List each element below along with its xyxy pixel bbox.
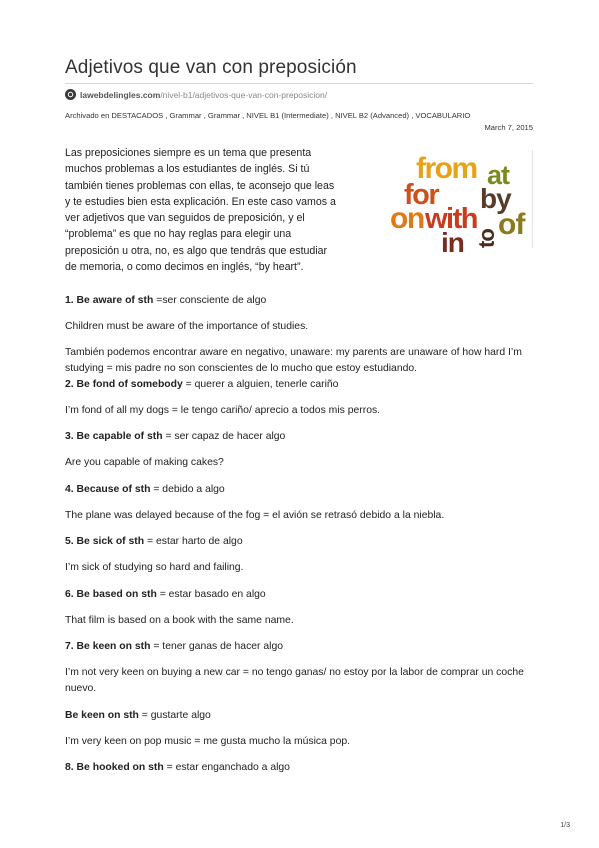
archived-categories: Archivado en DESTACADOS , Grammar , Grammar , NIVEL B1 (Intermediate) , NIVEL B2 (Advanced) , VOCABULARIO	[65, 111, 471, 120]
entry-example: I’m not very keen on buying a new car = no tengo ganas/ no estoy por la labor de comprar un coche nuevo.	[65, 667, 524, 694]
entry-term: 4. Because of sth	[65, 484, 151, 495]
word-of: of	[498, 208, 525, 241]
intro-line: de memoria, o como decimos en inglés, “by heart”.	[65, 261, 304, 274]
publish-date: March 7, 2015	[484, 123, 533, 132]
url-path[interactable]: /nivel-b1/adjetivos-que-van-con-preposicion/	[160, 89, 328, 100]
intro-paragraph	[65, 145, 365, 275]
word-from: from	[416, 152, 477, 185]
entry-translation: = estar harto de algo	[144, 536, 243, 547]
intro-line: también tienes problemas con ellas, te aconsejo que leas	[65, 179, 335, 192]
entry-heading	[65, 708, 540, 724]
intro-line: y te estudies bien esta explicación. En este caso vamos a	[65, 195, 336, 208]
entry-example: Are you capable of making cakes?	[65, 457, 224, 468]
word-in: in	[441, 227, 464, 255]
entry-term: 7. Be keen on sth	[65, 641, 151, 652]
site-favicon-icon	[65, 89, 76, 100]
entry-example: The plane was delayed because of the fog = el avión se retrasó debido a la niebla.	[65, 510, 445, 521]
entry-translation: = querer a alguien, tenerle cariño	[182, 379, 339, 390]
entry-translation: = estar basado en algo	[156, 589, 266, 600]
word-on: on	[390, 202, 424, 235]
page-number: 1/3	[560, 822, 570, 829]
entry-term: 1. Be aware of sth	[65, 295, 154, 306]
entry-heading	[65, 587, 540, 603]
entry-heading	[65, 534, 540, 550]
entry-heading	[65, 639, 540, 655]
entry-example: También podemos encontrar aware en negativo, unaware: my parents are unaware of how hard I’m studying = mis padre no son conscientes de lo mucho que estoy estudiando.	[65, 347, 522, 374]
site-domain[interactable]: lawebdelingles.com	[80, 89, 161, 100]
intro-line: preposición u otra, no, es algo que tendrás que estudiar	[65, 244, 328, 257]
entry-translation: = estar enganchado a algo	[163, 762, 290, 773]
intro-line: Las preposiciones siempre es un tema que presenta	[65, 147, 312, 159]
entry-translation: = debido a algo	[150, 484, 225, 495]
entry-example: I’m sick of studying so hard and failing.	[65, 562, 244, 573]
entry-term: 8. Be hooked on sth	[65, 762, 164, 773]
entry-example: Children must be aware of the importance of studies.	[65, 321, 309, 332]
entry-heading	[65, 429, 540, 445]
word-with: with	[425, 203, 477, 235]
entry-heading	[65, 760, 540, 776]
word-at: at	[487, 160, 510, 190]
entry-example: I’m fond of all my dogs = le tengo cariño/ aprecio a todos mis perros.	[65, 405, 381, 416]
entry-term: Be keen on sth	[65, 710, 139, 721]
intro-line: muchos problemas a los estudiantes de inglés. Si tú	[65, 163, 310, 176]
entry-heading	[65, 482, 540, 498]
preposition-word-cloud-image	[388, 150, 538, 255]
entry-translation: =ser consciente de algo	[153, 295, 267, 306]
entry-term: 2. Be fond of somebody	[65, 379, 183, 390]
entry-heading	[65, 377, 540, 393]
title-divider	[65, 83, 533, 84]
entry-translation: = tener ganas de hacer algo	[150, 641, 284, 652]
entry-example: That film is based on a book with the same name.	[65, 615, 294, 626]
word-for: for	[404, 179, 439, 211]
entry-translation: = ser capaz de hacer algo	[162, 431, 286, 442]
page-title: Adjetivos que van con preposición	[65, 57, 357, 78]
entry-term: 5. Be sick of sth	[65, 536, 145, 547]
word-to: to	[474, 229, 499, 248]
word-by: by	[480, 183, 511, 214]
source-url[interactable]	[65, 89, 327, 100]
entry-example: I’m very keen on pop music = me gusta mucho la música pop.	[65, 736, 351, 747]
entry-translation: = gustarte algo	[138, 710, 211, 721]
entry-term: 6. Be based on sth	[65, 589, 157, 600]
entry-term: 3. Be capable of sth	[65, 431, 163, 442]
entry-heading	[65, 293, 540, 309]
intro-line: ver adjetivos que van seguidos de preposición, y el	[65, 212, 305, 225]
intro-line: “problema” es que no hay reglas para elegir una	[65, 228, 292, 241]
